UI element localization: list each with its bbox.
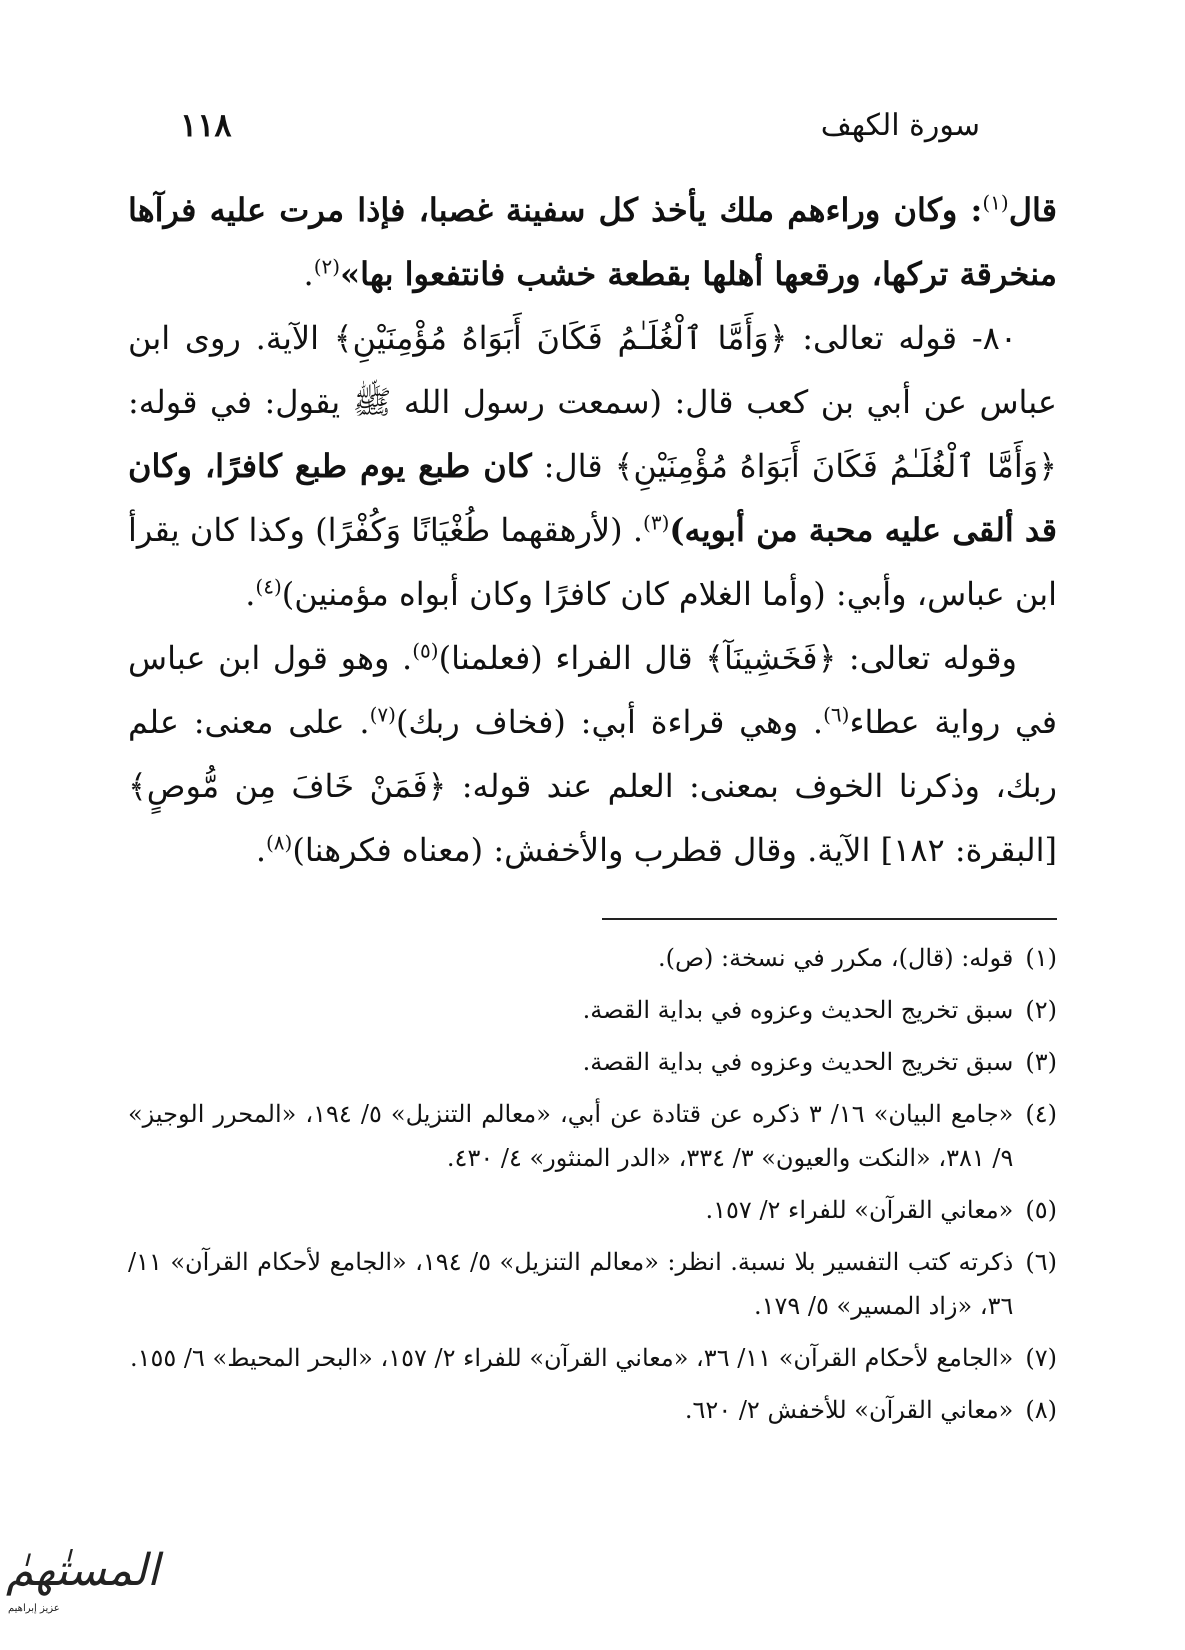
footnote-text: «معاني القرآن» للفراء ٢/ ١٥٧.: [705, 1196, 1014, 1224]
footnote-text: «معاني القرآن» للأخفش ٢/ ٦٢٠.: [684, 1396, 1014, 1424]
footnote-number: (١): [1025, 944, 1057, 972]
footnote-ref: (٣): [643, 510, 670, 535]
footnote-ref: (٤): [255, 574, 282, 599]
surah-title: سورة الكهف: [820, 107, 980, 143]
text-run: الآية. روى ابن عباس عن أبي بن كعب قال: (سمعت رسول الله ﷺ يقول: في قوله:: [128, 319, 1057, 421]
quran-verse: ﴿فَخَشِينَآ﴾: [705, 639, 837, 677]
footnote-text: سبق تخريج الحديث وعزوه في بداية القصة.: [582, 1048, 1014, 1076]
footnote: [128, 1188, 1057, 1232]
library-stamp-logo: المستٰهمٰ عزيز إبراهيم: [6, 1545, 160, 1614]
text-run: .: [303, 255, 314, 293]
footnotes: [128, 936, 1057, 1440]
text-run: . وهو قول ابن عباس في رواية عطاء: [128, 639, 1058, 741]
footnote-number: (٨): [1025, 1396, 1057, 1424]
footnote: [128, 1388, 1057, 1432]
footnote-text: سبق تخريج الحديث وعزوه في بداية القصة.: [582, 996, 1014, 1024]
footnote: [128, 1040, 1057, 1084]
footnote-ref: (٧): [369, 702, 396, 727]
footnote-text: «الجامع لأحكام القرآن» ١١/ ٣٦، «معاني القرآن» للفراء ٢/ ١٥٧، «البحر المحيط» ٦/ ١٥٥.: [129, 1344, 1014, 1372]
footnote: [128, 936, 1057, 980]
quran-verse: ﴿فَمَنْ خَافَ مِن مُّوصٍ﴾: [128, 767, 447, 805]
main-text: [128, 178, 1057, 882]
footnote-text: قوله: (قال)، مكرر في نسخة: (ص).: [658, 944, 1014, 972]
footnote: [128, 1092, 1057, 1180]
text-run: قال:: [531, 447, 615, 485]
footnote-ref: (٥): [412, 638, 439, 663]
footnote-ref: (١): [982, 190, 1009, 215]
quran-verse: ﴿وَأَمَّا ٱلْغُلَـٰمُ فَكَانَ أَبَوَاهُ مُؤْمِنَيْنِ﴾: [333, 319, 788, 357]
paragraph: [128, 178, 1057, 306]
text-run: [البقرة: ١٨٢] الآية. وقال قطرب والأخفش: (معناه فكرهنا): [292, 831, 1057, 869]
page-number: ١١٨: [180, 106, 232, 144]
footnote-number: (٣): [1025, 1048, 1057, 1076]
footnote-number: (٤): [1025, 1100, 1057, 1128]
paragraph: [128, 306, 1057, 626]
page-header: [180, 100, 980, 150]
quran-verse: ﴿وَأَمَّا ٱلْغُلَـٰمُ فَكَانَ أَبَوَاهُ مُؤْمِنَيْنِ﴾: [614, 447, 1057, 485]
text-run: .: [255, 831, 266, 869]
footnote-ref: (٦): [823, 702, 850, 727]
footnote-number: (٦): [1025, 1248, 1057, 1276]
footnote-number: (٢): [1025, 996, 1057, 1024]
text-run: ٨٠- قوله تعالى:: [787, 319, 1018, 357]
footnote: [128, 1336, 1057, 1380]
text-run: .: [245, 575, 256, 613]
paragraph: [128, 626, 1057, 882]
text-run: . (لأرهقهما طُغْيَانًا وَكُفْرًا) وكذا كان يقرأ ابن عباس، وأبي: (وأما الغلام كان كافرًا وكان أبواه مؤمنين): [128, 511, 1057, 613]
footnote-divider: [602, 918, 1057, 920]
hadith-text: : وكان وراءهم ملك يأخذ كل سفينة غصبا، فإذا مرت عليه فرآها منخرقة تركها، ورقعها أهلها بقطعة خشب فانتفعوا بها»: [128, 191, 1057, 293]
footnote-text: «جامع البيان» ١٦/ ٣ ذكره عن قتادة عن أبي، «معالم التنزيل» ٥/ ١٩٤، «المحرر الوجيز» ٩/ ٣٨١، «النكت والعيون» ٣/ ٣٣٤، «الدر المنثور» ٤/ ٤٣٠.: [128, 1100, 1014, 1172]
text-run: . على معنى: علم ربك، وذكرنا الخوف بمعنى: العلم عند قوله:: [128, 703, 1058, 805]
text-run: قال الفراء (فعلمنا): [438, 639, 706, 677]
hadith-text: قال: [1008, 191, 1057, 229]
footnote: [128, 988, 1057, 1032]
footnote-number: (٥): [1025, 1196, 1057, 1224]
footnote: [128, 1240, 1057, 1328]
hadith-text: كان طبع يوم طبع كافرًا، وكان قد ألقى عليه محبة من أبويه): [128, 447, 1058, 549]
footnote-ref: (٢): [313, 254, 341, 279]
text-run: . وهي قراءة أبي: (فخاف ربك): [395, 703, 824, 741]
footnote-text: ذكرته كتب التفسير بلا نسبة. انظر: «معالم التنزيل» ٥/ ١٩٤، «الجامع لأحكام القرآن» ١١/ ٣٦، «زاد المسير» ٥/ ١٧٩.: [128, 1248, 1014, 1320]
text-run: وقوله تعالى:: [836, 639, 1018, 677]
footnote-ref: (٨): [265, 830, 293, 855]
footnote-number: (٧): [1025, 1344, 1057, 1372]
